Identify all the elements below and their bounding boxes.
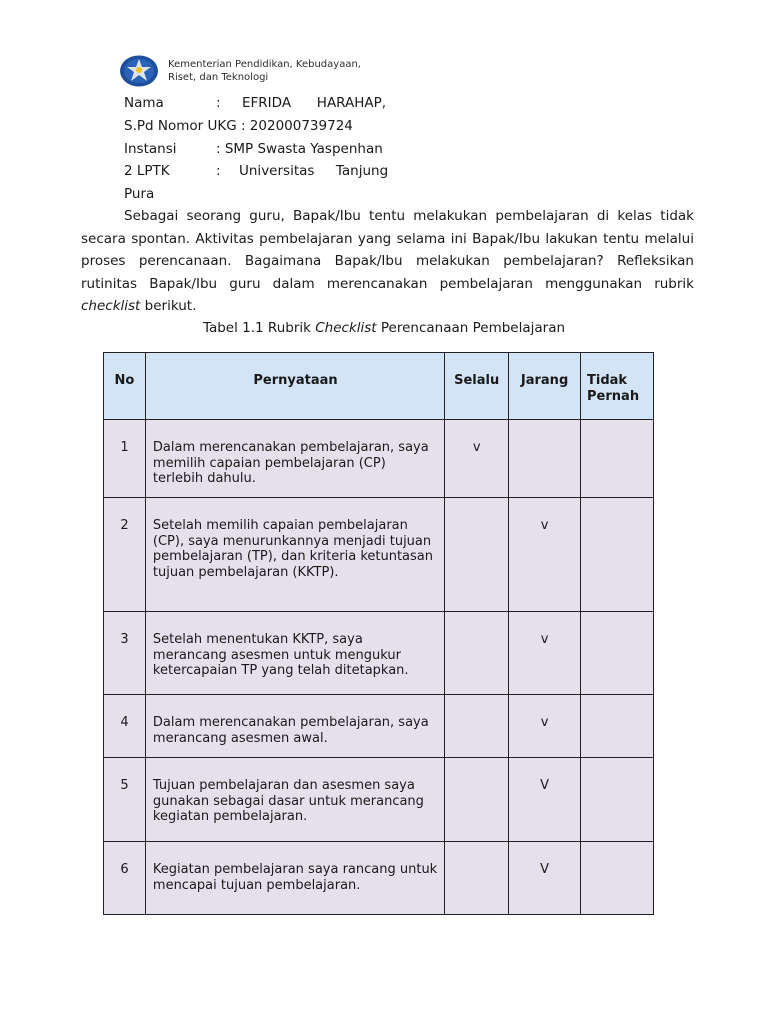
table-row <box>104 695 654 758</box>
table-row <box>104 758 654 842</box>
selalu-mark <box>445 498 509 612</box>
lptk-colon: : <box>216 163 221 179</box>
lptk-continuation: Pura <box>124 186 155 202</box>
header-tidak-pernah: Tidak Pernah <box>581 353 654 420</box>
jarang-mark: v <box>509 498 581 612</box>
tidak-pernah-mark <box>581 842 654 915</box>
ministry-line-2: Riset, dan Teknologi <box>168 72 269 83</box>
selalu-mark <box>445 842 509 915</box>
instansi-value: : SMP Swasta Yaspenhan <box>216 141 383 157</box>
checklist-table <box>103 352 654 915</box>
table-row <box>104 498 654 612</box>
tidak-pernah-mark <box>581 695 654 758</box>
row-number: 5 <box>104 758 146 842</box>
jarang-mark: v <box>509 612 581 695</box>
tidak-pernah-mark <box>581 758 654 842</box>
row-statement: Setelah memilih capaian pembelajaran (CP), saya menurunkannya menjadi tujuan pembelajaran (TP), dan kriteria ketuntasan tujuan pembelajaran (KKTP). <box>145 498 444 612</box>
jarang-mark: V <box>509 758 581 842</box>
row-number: 3 <box>104 612 146 695</box>
row-number: 6 <box>104 842 146 915</box>
row-statement: Dalam merencanakan pembelajaran, saya merancang asesmen awal. <box>145 695 444 758</box>
ministry-header <box>118 54 361 88</box>
header-selalu: Selalu <box>445 353 509 420</box>
lptk-value: Universitas Tanjung <box>239 163 389 179</box>
header-jarang: Jarang <box>509 353 581 420</box>
ministry-name <box>168 58 361 84</box>
selalu-mark: v <box>445 420 509 498</box>
tidak-pernah-mark <box>581 612 654 695</box>
caption-prefix: Tabel 1.1 Rubrik <box>202 320 316 336</box>
paragraph-end: berikut. <box>140 298 197 315</box>
nama-label: Nama <box>124 95 164 111</box>
table-row <box>104 420 654 498</box>
header-pernyataan: Pernyataan <box>145 353 444 420</box>
tidak-pernah-mark <box>581 420 654 498</box>
nama-colon: : <box>216 95 221 111</box>
row-number: 2 <box>104 498 146 612</box>
row-number: 1 <box>104 420 146 498</box>
selalu-mark <box>445 612 509 695</box>
instansi-label: Instansi <box>124 141 177 157</box>
row-statement: Setelah menentukan KKTP, saya merancang asesmen untuk mengukur ketercapaian TP yang telah ditetapkan. <box>145 612 444 695</box>
row-statement: Kegiatan pembelajaran saya rancang untuk mencapai tujuan pembelajaran. <box>145 842 444 915</box>
tut-wuri-handayani-logo-icon <box>118 54 160 88</box>
paragraph-italic: checklist <box>81 298 141 315</box>
ukg-line: S.Pd Nomor UKG : 202000739724 <box>124 118 353 134</box>
paragraph-text: Sebagai seorang guru, Bapak/Ibu tentu melakukan pembelajaran di kelas tidak secara spontan. Aktivitas pembelajaran yang selama ini Bapak/Ibu lakukan tentu melalui proses perencanaan. Bagaimana Bapak/Ibu melakukan pembelajaran? Refleksikan rutinitas Bapak/Ibu guru dalam merencanakan pembelajaran menggunakan rubrik <box>81 208 694 292</box>
jarang-mark: v <box>509 695 581 758</box>
table-header-row <box>104 353 654 420</box>
table-row <box>104 612 654 695</box>
jarang-mark <box>509 420 581 498</box>
reflection-paragraph <box>81 205 694 318</box>
row-statement: Tujuan pembelajaran dan asesmen saya gunakan sebagai dasar untuk merancang kegiatan pembelajaran. <box>145 758 444 842</box>
jarang-mark: V <box>509 842 581 915</box>
nama-value: EFRIDA HARAHAP, <box>242 95 387 111</box>
row-statement: Dalam merencanakan pembelajaran, saya memilih capaian pembelajaran (CP) terlebih dahulu. <box>145 420 444 498</box>
selalu-mark <box>445 695 509 758</box>
caption-italic: Checklist <box>315 320 377 336</box>
row-number: 4 <box>104 695 146 758</box>
table-caption <box>0 320 768 336</box>
lptk-label: 2 LPTK <box>124 163 170 179</box>
header-no: No <box>104 353 146 420</box>
caption-suffix: Perencanaan Pembelajaran <box>376 320 566 336</box>
table-row <box>104 842 654 915</box>
ministry-line-1: Kementerian Pendidikan, Kebudayaan, <box>168 59 361 70</box>
tidak-pernah-mark <box>581 498 654 612</box>
selalu-mark <box>445 758 509 842</box>
